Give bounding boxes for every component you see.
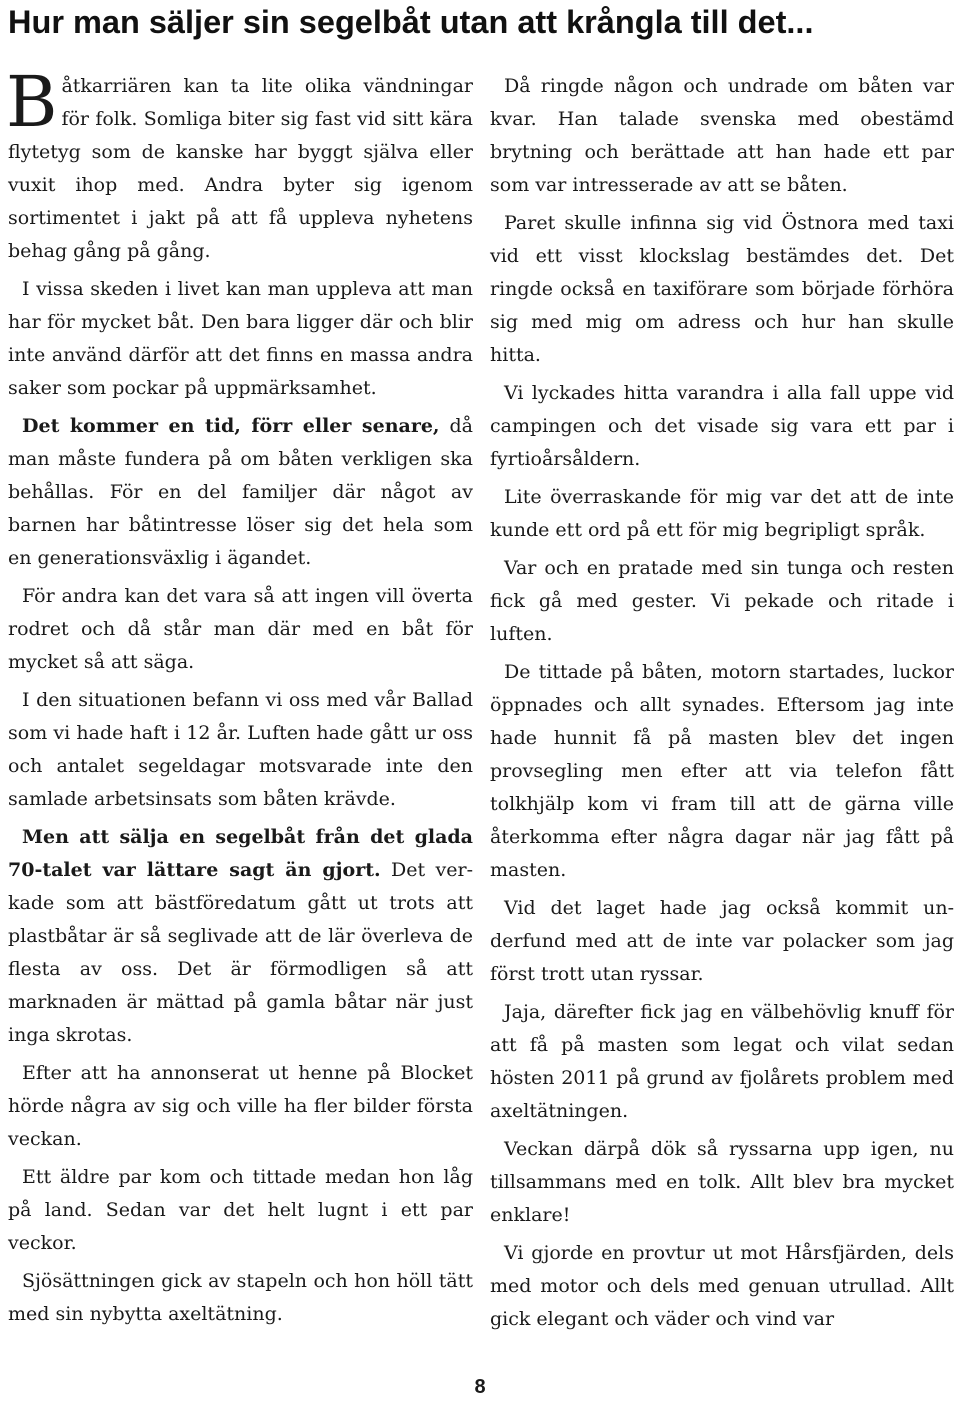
paragraph: Paret skulle infinna sig vid Östnora med taxi vid ett visst klockslag bestämdes det. Det ringde också en taxiförare som började förhöra sig med mig om adress och hur han skulle hitta.	[490, 212, 954, 366]
paragraph: Vi gjorde en provtur ut mot Hårsfjärden, dels med motor och dels med genuan utrullad. Allt gick elegant och väder och vind var	[490, 1242, 954, 1330]
paragraph: För andra kan det vara så att ingen vill överta rodret och då står man där med en båt för mycket så att säga.	[8, 585, 473, 673]
left-column	[6, 61, 474, 1336]
paragraph: I vissa skeden i livet kan man uppleva att man har för mycket båt. Den bara ligger där och blir inte använd därför att det finns en massa andra saker som pockar på uppmärksamhet.	[8, 278, 473, 399]
paragraph: Jaja, därefter fick jag en välbehövlig knuff för att få på masten som legat och vilat sedan hösten 2011 på grund av fjolårets problem med axeltätningen.	[490, 1001, 954, 1122]
paragraph: Efter att ha annonserat ut henne på Blocket hörde några av sig och ville ha fler bilder första veckan.	[8, 1062, 473, 1150]
paragraph-intro	[6, 61, 473, 268]
paragraph: Då ringde någon och undrade om båten var kvar. Han talade svenska med obestämd brytning och berättade att han hade ett par som var intresserade av att se båten.	[490, 75, 954, 196]
bold-lead: Det kommer en tid, förr eller senare,	[22, 415, 440, 437]
paragraph-text: då man måste fundera på om båten verkligen ska behållas. För en del familjer där något av barnen har båtintresse löser sig det hela som en generationsväxlig i ägandet.	[8, 415, 474, 569]
right-column	[490, 70, 954, 1341]
paragraph: Veckan därpå dök så ryssarna upp igen, nu tillsammans med en tolk. Allt blev bra mycket enklare!	[490, 1138, 954, 1226]
paragraph-with-bold	[8, 410, 473, 575]
page-number: 8	[474, 1376, 486, 1398]
paragraph: I den situationen befann vi oss med vår Ballad som vi hade haft i 12 år. Luften hade gått ur oss och antalet segeldagar motsvarade inte den samlade arbetsinsats som båten krävde.	[8, 689, 473, 810]
paragraph-text: åtkarriären kan ta lite olika vändningar för folk. Somliga biter sig fast vid sitt kära flytetyg som de kanske har byggt själva eller vuxit ihop med. Andra byter sig igenom sortimentet i jakt på att få uppleva nyhetens behag gång på gång.	[8, 75, 473, 262]
paragraph: Lite överraskande för mig var det att de inte kunde ett ord på ett för mig begripligt språk.	[490, 486, 954, 541]
drop-cap: B	[6, 61, 58, 143]
paragraph-with-bold	[8, 821, 473, 1052]
paragraph: Sjösättningen gick av stapeln och hon höll tätt med sin nybytta axeltätning.	[8, 1270, 473, 1325]
paragraph-text: Det verkade som att bästföredatum gått ut trots att plastbåtar är så seglivade att de lär överleva de flesta av oss. Det är förmodligen så att marknaden är mättad på gamla båtar när just inga skrotas.	[8, 859, 473, 1046]
bold-lead: Men att sälja en segelbåt från det glada 70-talet var lättare sagt än gjort.	[8, 826, 473, 881]
paragraph: Ett äldre par kom och tittade medan hon låg på land. Sedan var det helt lugnt i ett par veckor.	[8, 1166, 473, 1254]
article-title: Hur man säljer sin segelbåt utan att krångla till det...	[8, 4, 814, 40]
paragraph: Vi lyckades hitta varandra i alla fall uppe vid campingen och det visade sig vara ett par i fyrtioårsåldern.	[490, 382, 954, 470]
paragraph: Var och en pratade med sin tunga och resten fick gå med gester. Vi pekade och ritade i luften.	[490, 557, 954, 645]
paragraph: De tittade på båten, motorn startades, luckor öppnades och allt synades. Eftersom jag inte hade hunnit få på masten blev det ingen provsegling men efter att via telefon fått tolkhjälp kom vi fram till att de gärna ville återkomma efter några dagar när jag fått på masten.	[490, 661, 954, 881]
paragraph: Vid det laget hade jag också kommit underfund med att de inte var polacker som jag först trott utan ryssar.	[490, 897, 954, 985]
